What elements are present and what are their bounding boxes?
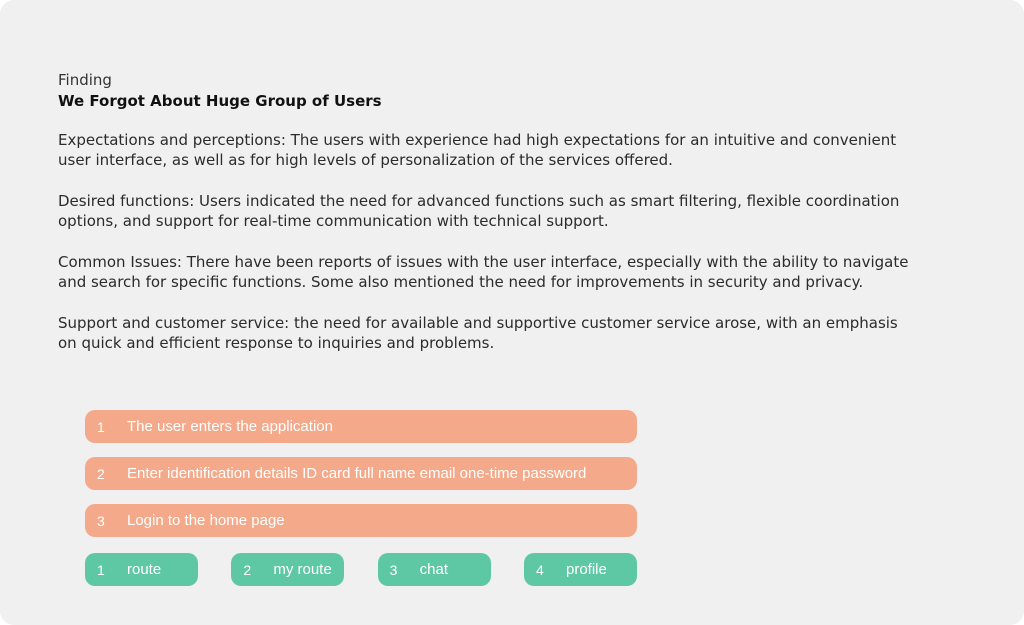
- nav-tabs: [85, 553, 637, 586]
- paragraph-desired-functions: Desired functions: Users indicated the need for advanced functions such as smart filtering, flexible coordination options, and support for real-time communication with technical support.: [58, 192, 900, 230]
- tab-label: route: [127, 561, 162, 578]
- paragraph-common-issues: Common Issues: There have been reports of issues with the user interface, especially with the ability to navigate and search for specific functions. Some also mentioned the need for improvements in security and privacy.: [58, 253, 909, 291]
- step-number: 2: [97, 465, 105, 482]
- paragraph-expectations: Expectations and perceptions: The users with experience had high expectations for an intuitive and convenient user interface, as well as for high levels of personalization of the services offered.: [58, 131, 897, 169]
- tab-chat[interactable]: [378, 553, 491, 586]
- step-number: 3: [97, 512, 105, 529]
- step-label: The user enters the application: [127, 418, 333, 435]
- section-title: We Forgot About Huge Group of Users: [58, 92, 382, 110]
- step-label: Login to the home page: [127, 512, 285, 529]
- flow-step-enter-app[interactable]: [85, 410, 637, 443]
- section-eyebrow: Finding: [58, 71, 112, 89]
- paragraph-support: Support and customer service: the need for available and supportive customer service arose, with an emphasis on quick and efficient response to inquiries and problems.: [58, 314, 898, 352]
- tab-number: 1: [97, 561, 105, 578]
- tab-label: profile: [565, 561, 607, 578]
- step-number: 1: [97, 418, 105, 435]
- tab-profile[interactable]: [524, 553, 637, 586]
- tab-my-route[interactable]: [231, 553, 344, 586]
- tab-number: 2: [243, 561, 252, 578]
- tab-label: chat: [419, 561, 449, 578]
- flow-steps: [85, 410, 637, 551]
- tab-route[interactable]: [85, 553, 198, 586]
- step-label: Enter identification details ID card full name email one-time password: [127, 465, 587, 482]
- tab-number: 3: [389, 561, 398, 578]
- flow-step-login-home[interactable]: [85, 504, 637, 537]
- flow-step-identification[interactable]: [85, 457, 637, 490]
- tab-label: my route: [273, 561, 332, 578]
- tab-number: 4: [535, 561, 544, 578]
- finding-content: [58, 70, 918, 374]
